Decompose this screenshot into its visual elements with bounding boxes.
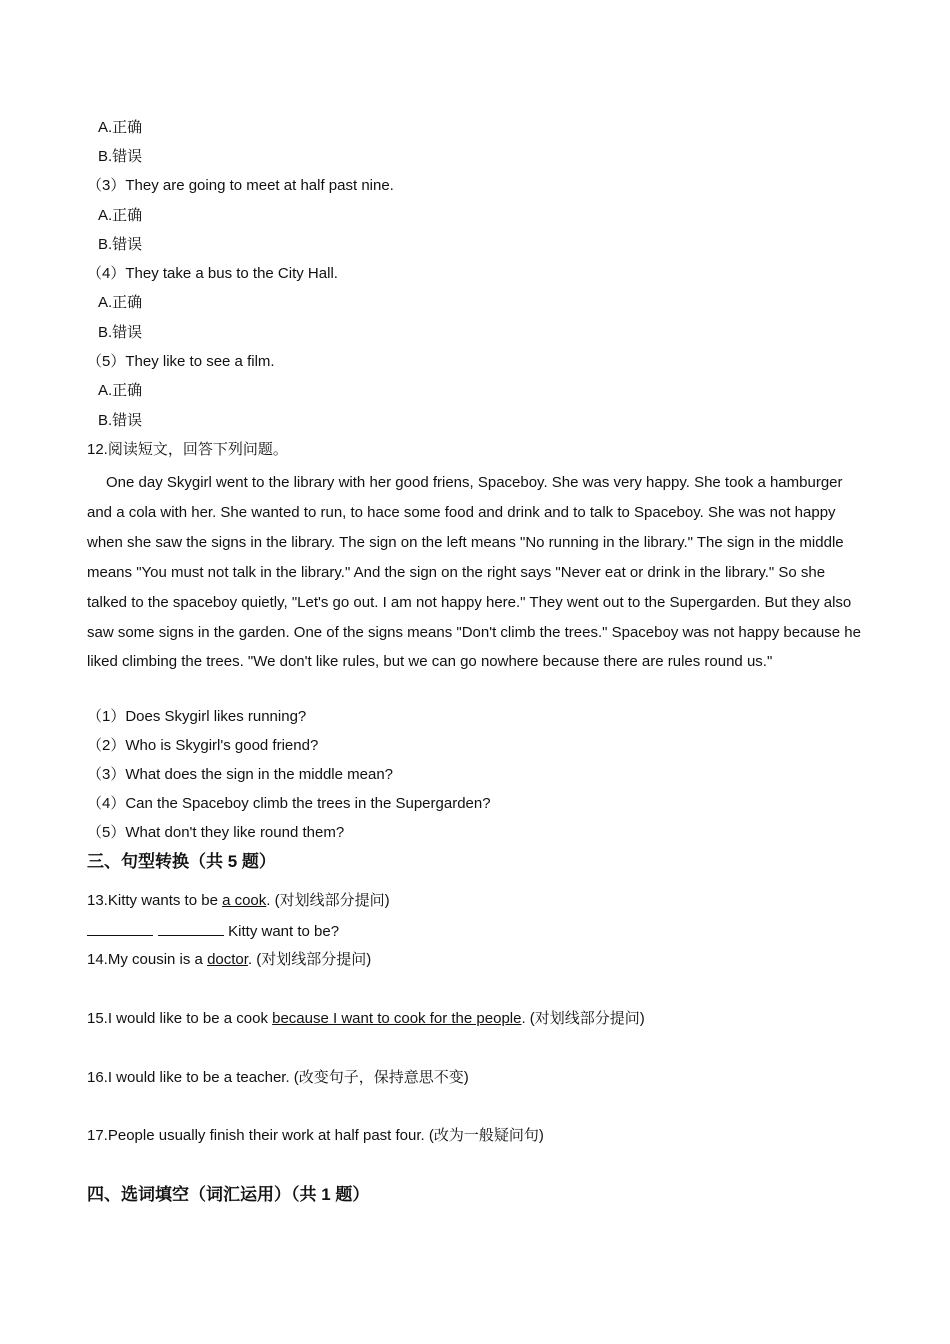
q12-passage-text: One day Skygirl went to the library with her good friens, Spaceboy. She was very happy. She took a hamburger and a cola with her. She wanted to run, to hace some food and drink and to talk to Spaceboy. She was not happy when she saw the signs in the library. The sign on the left means "No running in the library." The sign in the middle means "You must not talk in the library." And the sign on the right says "Never eat or drink in the library." So she talked to the spaceboy quietly, "Let's go out. I am not happy here." They went out to the Supergarden. But they also saw some signs in the garden. One of the signs means "Don't climb the trees." Spaceboy was not happy because he liked climbing the trees. "We don't like rules, but we can go nowhere because there are rules round us." bbox=[87, 474, 861, 671]
q15-underlined: because I want to cook for the people bbox=[272, 1010, 522, 1027]
q11-item4: （4）They take a bus to the City Hall. bbox=[87, 265, 338, 282]
q11-item4-option-a: A.正确 bbox=[98, 294, 143, 311]
section4-heading: 四、选词填空（词汇运用）（共 1 题） bbox=[87, 1185, 370, 1204]
q13-underlined: a cook bbox=[222, 892, 267, 909]
q12-question-3: （3）What does the sign in the middle mean? bbox=[87, 766, 393, 783]
q14-post: . (对划线部分提问) bbox=[247, 951, 372, 968]
q11-item5: （5）They like to see a film. bbox=[87, 353, 275, 370]
q13-post: . (对划线部分提问) bbox=[266, 892, 390, 909]
q11-item2-option-b: B.错误 bbox=[98, 148, 143, 165]
q13-answer-tail: Kitty want to be? bbox=[224, 923, 340, 940]
q11-item3-option-a: A.正确 bbox=[98, 207, 143, 224]
q14 bbox=[87, 950, 371, 970]
q16: 16.I would like to be a teacher. (改变句子，保持意思不变) bbox=[87, 1069, 469, 1086]
q11-item5-option-a: A.正确 bbox=[98, 382, 143, 399]
q12-question-2: （2）Who is Skygirl's good friend? bbox=[87, 737, 319, 754]
q12-question-1: （1）Does Skygirl likes running? bbox=[87, 708, 307, 725]
section3-heading: 三、句型转换（共 5 题） bbox=[87, 852, 276, 871]
q15 bbox=[87, 1009, 645, 1029]
q12-question-5: （5）What don't they like round them? bbox=[87, 824, 345, 841]
q11-item5-option-b: B.错误 bbox=[98, 412, 143, 429]
q14-pre: 14.My cousin is a bbox=[87, 951, 208, 968]
q12-question-4: （4）Can the Spaceboy climb the trees in the Supergarden? bbox=[87, 795, 491, 812]
q11-item2-option-a: A.正确 bbox=[98, 119, 143, 136]
q11-item4-option-b: B.错误 bbox=[98, 324, 143, 341]
q13 bbox=[87, 891, 390, 911]
q17: 17.People usually finish their work at half past four. (改为一般疑问句) bbox=[87, 1127, 544, 1144]
q14-underlined: doctor bbox=[207, 951, 248, 968]
q12-title: 12.阅读短文，回答下列问题。 bbox=[87, 441, 288, 458]
q13-blank-2[interactable] bbox=[158, 921, 224, 936]
q15-pre: 15.I would like to be a cook bbox=[87, 1010, 273, 1027]
q11-item3: （3）They are going to meet at half past nine. bbox=[87, 177, 394, 194]
q13-pre: 13.Kitty wants to be bbox=[87, 892, 223, 909]
q12-passage bbox=[87, 468, 863, 677]
q13-blank-1[interactable] bbox=[87, 921, 153, 936]
q13-answer-line bbox=[87, 921, 339, 942]
q11-item3-option-b: B.错误 bbox=[98, 236, 143, 253]
q15-post: . (对划线部分提问) bbox=[521, 1010, 645, 1027]
